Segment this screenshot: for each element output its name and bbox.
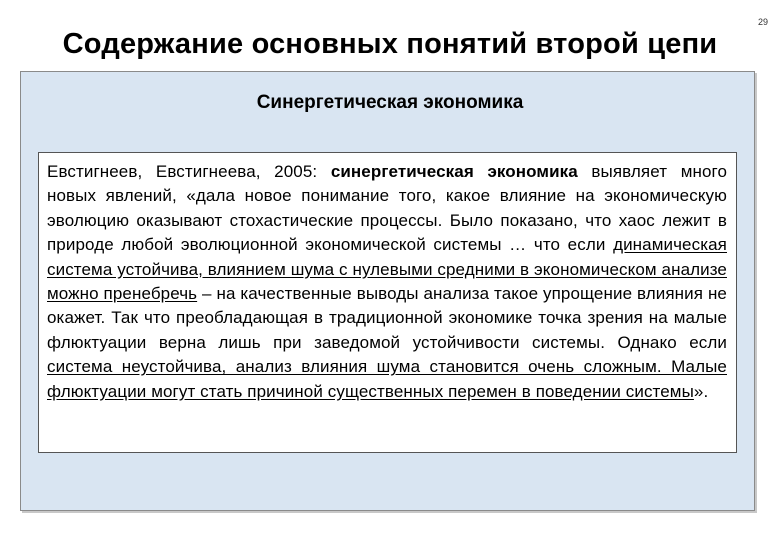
quote-part-2: – на качественные выводы анализа такое упрощение влияния не окажет. Так что преобладающая в традиционной экономике точка зрения на малые флюктуации верна лишь при заведомой устойчивости системы. Однако если	[47, 284, 727, 352]
quote-ending: ».	[693, 381, 709, 401]
slide-title: Содержание основных понятий второй цепи	[62, 28, 718, 60]
citation-source: Евстигнеев, Евстигнеева, 2005:	[47, 162, 331, 181]
key-term: синергетическая экономика	[330, 162, 578, 181]
quote-box	[38, 152, 737, 453]
quote-part-1: выявляет много новых явлений, «дала новое понимание того, какое влияние на экономическую эволюцию оказывают стохастические процессы. Было показано, что хаос лежит в природе любой эволюционной экономической системы … что если	[47, 162, 727, 255]
quote-text	[47, 160, 727, 404]
section-subtitle: Синергетическая экономика	[256, 92, 524, 113]
page-number: 29	[757, 17, 768, 27]
underlined-statement-1: динамическая система устойчива, влиянием шума с нулевыми средними в экономическом анализе можно пренебречь	[47, 235, 727, 304]
underlined-statement-2: система неустойчива, анализ влияния шума становится очень сложным. Малые флюктуации могут стать причиной существенных перемен в поведении системы	[47, 357, 727, 401]
